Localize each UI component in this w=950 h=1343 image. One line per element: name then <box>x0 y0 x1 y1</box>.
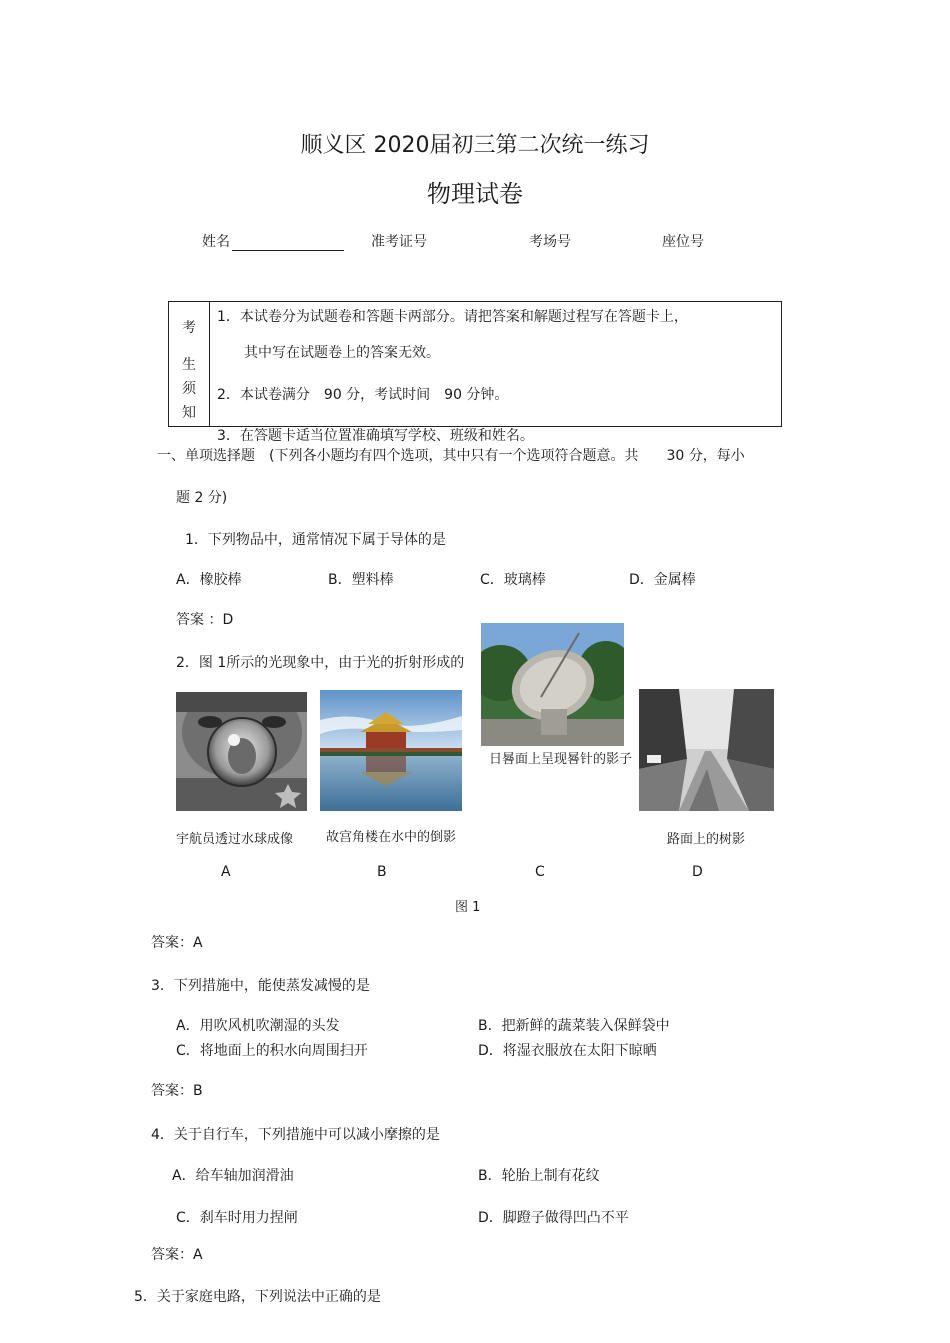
name-field <box>202 231 344 251</box>
figure-letter-b: B <box>377 864 387 880</box>
q4-option-b: B．轮胎上制有花纹 <box>478 1168 600 1184</box>
notice-side-char: 考 <box>182 320 196 336</box>
page-title: 顺义区 2020届初三第二次统一练习 <box>300 133 650 158</box>
notice-line-1: 1．本试卷分为试题卷和答题卡两部分。请把答案和解题过程写在答题卡上， <box>217 309 688 325</box>
q3-answer: 答案：B <box>151 1083 203 1099</box>
name-blank-line <box>232 234 344 251</box>
notice-line-1b: 其中写在试题卷上的答案无效。 <box>244 345 440 361</box>
seat-label: 座位号 <box>662 234 704 250</box>
caption-d: 路面上的树影 <box>667 832 746 847</box>
room-label: 考场号 <box>529 234 571 250</box>
q3-option-d: D．将湿衣服放在太阳下晾晒 <box>478 1043 657 1059</box>
figure-letter-a: A <box>221 864 231 880</box>
figure-image-tree-shadow-road <box>639 689 774 811</box>
q3-option-c: C．将地面上的积水向周围扫开 <box>176 1043 368 1059</box>
caption-c: 日晷面上呈现晷针的影子 <box>489 752 633 767</box>
q4-answer: 答案：A <box>151 1247 203 1263</box>
notice-line-3: 3．在答题卡适当位置准确填写学校、班级和姓名。 <box>217 428 534 444</box>
notice-side-char: 生 <box>182 357 196 373</box>
q4-stem: 4．关于自行车，下列措施中可以减小摩擦的是 <box>151 1127 440 1143</box>
name-label: 姓名 <box>202 234 230 250</box>
q3-option-b: B．把新鲜的蔬菜装入保鲜袋中 <box>478 1018 670 1034</box>
notice-side-label <box>169 302 210 426</box>
q1-answer: 答案 ：D <box>176 612 234 628</box>
exam-id-label: 准考证号 <box>371 234 427 250</box>
notice-side-char: 须 <box>182 381 196 397</box>
q3-option-a: A．用吹风机吹潮湿的头发 <box>176 1018 340 1034</box>
q1-option-d: D．金属棒 <box>629 572 696 588</box>
q5-stem: 5．关于家庭电路，下列说法中正确的是 <box>134 1289 381 1305</box>
figure-label: 图 1 <box>455 900 481 915</box>
q4-option-d: D．脚蹬子做得凹凸不平 <box>478 1210 629 1226</box>
notice-line-2: 2．本试卷满分 90 分，考试时间 90 分钟。 <box>217 387 509 403</box>
figure-image-corner-tower <box>320 690 462 811</box>
q4-option-a: A．给车轴加润滑油 <box>172 1168 294 1184</box>
q2-stem: 2．图 1所示的光现象中，由于光的折射形成的 <box>176 655 465 671</box>
page-subtitle: 物理试卷 <box>427 180 523 208</box>
q4-option-c: C．刹车时用力捏闸 <box>176 1210 298 1226</box>
caption-b: 故宫角楼在水中的倒影 <box>326 830 457 845</box>
caption-a: 宇航员透过水球成像 <box>176 832 294 847</box>
figure-image-water-ball <box>176 692 307 811</box>
figure-letter-c: C <box>535 864 545 880</box>
section-heading-cont: 题 2 分) <box>176 490 228 506</box>
q1-option-b: B．塑料棒 <box>328 572 394 588</box>
section-heading: 一、单项选择题 (下列各小题均有四个选项，其中只有一个选项符合题意。共 30 分，每小 <box>157 448 745 464</box>
q1-option-a: A．橡胶棒 <box>176 572 242 588</box>
q2-answer: 答案：A <box>151 935 203 951</box>
figure-letter-d: D <box>692 864 703 880</box>
notice-side-char: 知 <box>182 405 196 421</box>
figure-image-sundial <box>481 623 624 746</box>
q1-option-c: C．玻璃棒 <box>480 572 546 588</box>
q1-stem: 1．下列物品中，通常情况下属于导体的是 <box>185 532 446 548</box>
q3-stem: 3．下列措施中，能使蒸发减慢的是 <box>151 978 370 994</box>
